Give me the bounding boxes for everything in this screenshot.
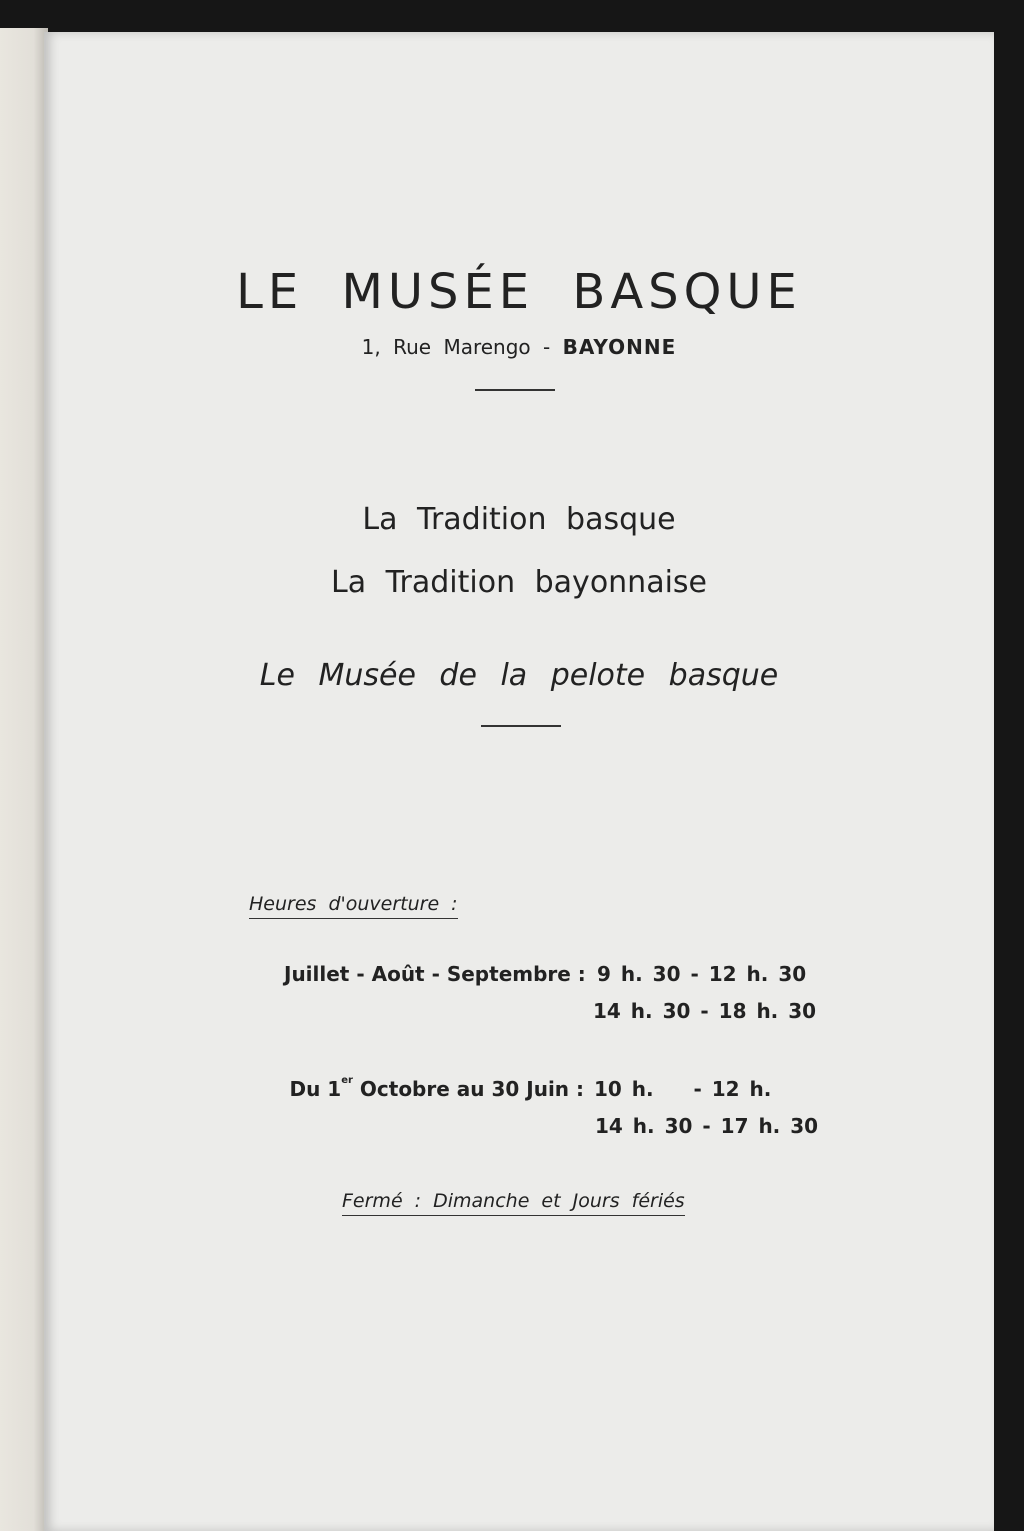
schedule-winter-label-sup: er (341, 1075, 353, 1086)
hours-heading: Heures d'ouverture : (249, 893, 458, 919)
schedule-summer-slot-2: 14 h. 30 - 18 h. 30 (593, 999, 817, 1023)
schedule-winter-slot-2: 14 h. 30 - 17 h. 30 (595, 1114, 819, 1138)
divider-top (475, 389, 555, 391)
address-city: BAYONNE (562, 335, 677, 359)
document-page (44, 32, 994, 1531)
address-separator: - (543, 335, 551, 359)
schedule-winter-label-prefix: Du 1 (289, 1077, 342, 1101)
section-tradition-basque: La Tradition basque (362, 502, 676, 537)
section-tradition-bayonnaise: La Tradition bayonnaise (330, 565, 707, 600)
schedule-winter-slot-1: 10 h. - 12 h. (594, 1077, 772, 1101)
section-pelote-basque: Le Musée de la pelote basque (259, 658, 779, 693)
schedule-winter-label-suffix: Octobre au 30 Juin : (352, 1077, 584, 1101)
schedule-winter-label (284, 1077, 584, 1101)
previous-page-edge (0, 28, 48, 1531)
schedule-summer-label: Juillet - Août - Septembre : (284, 962, 586, 986)
address-line (44, 335, 994, 359)
divider-middle (481, 725, 561, 727)
schedule-summer-slot-1: 9 h. 30 - 12 h. 30 (597, 962, 807, 986)
closed-days-note: Fermé : Dimanche et Jours fériés (342, 1190, 685, 1216)
address-street: 1, Rue Marengo (361, 335, 531, 359)
page-title: LE MUSÉE BASQUE (236, 264, 802, 320)
